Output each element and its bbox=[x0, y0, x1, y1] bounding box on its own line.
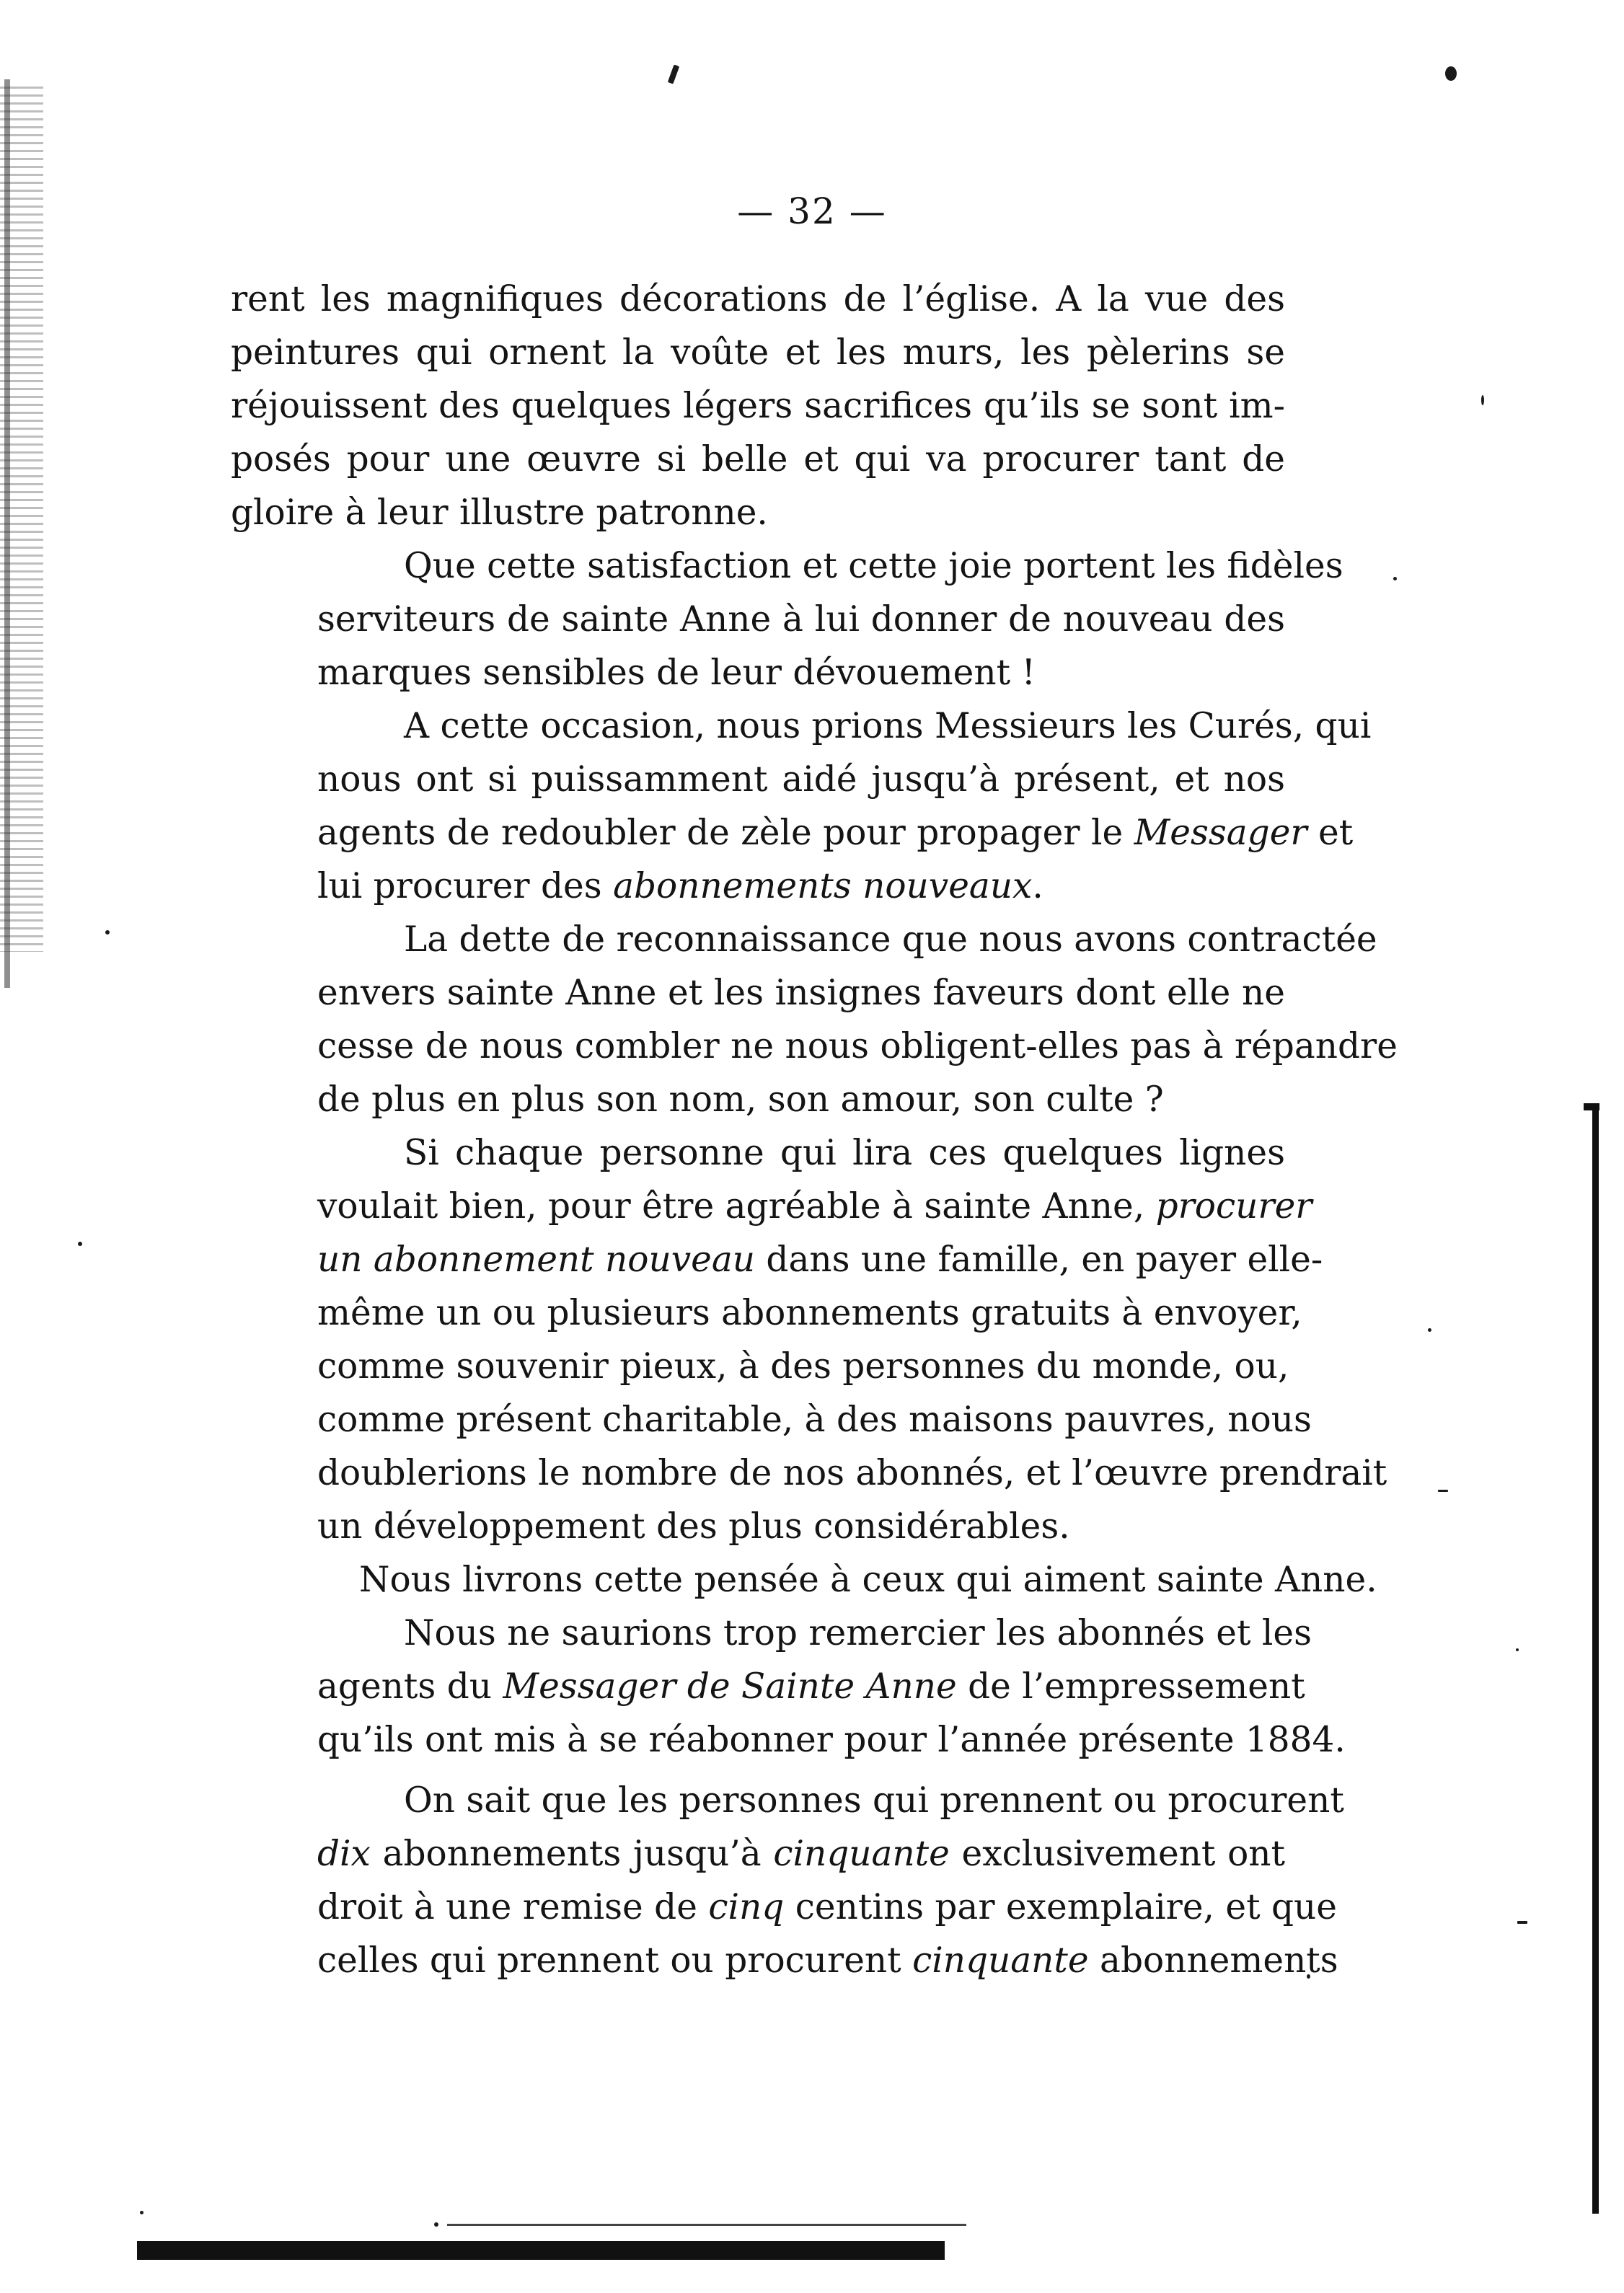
ink-mark bbox=[668, 64, 679, 84]
ink-dot bbox=[434, 2222, 438, 2227]
text-line: qu’ils ont mis à se réabonner pour l’année présente 1884. bbox=[317, 1720, 1346, 1760]
text-line: comme souvenir pieux, à des personnes du monde, ou, bbox=[317, 1346, 1289, 1387]
text-segment: centins par exemplaire, et que bbox=[784, 1887, 1337, 1927]
text-line: rent les magnifiques décorations de l’église. A la vue des bbox=[231, 279, 1285, 319]
text-line bbox=[231, 860, 1285, 913]
paragraph-1 bbox=[231, 273, 1285, 539]
scan-bottom-line bbox=[447, 2224, 966, 2226]
text-line: On sait que les personnes qui prennent ou procurent bbox=[404, 1780, 1344, 1821]
text-segment: celles qui prennent ou procurent bbox=[317, 1940, 913, 1981]
ink-mark bbox=[1481, 395, 1484, 405]
scan-edge-rule bbox=[1592, 1110, 1599, 2214]
text-segment: agents de redoubler de zèle pour propager le bbox=[317, 813, 1134, 853]
text-segment: exclusivement ont bbox=[949, 1834, 1286, 1874]
text-segment: voulait bien, pour être agréable à sainte Anne, bbox=[317, 1186, 1156, 1227]
paragraph-2 bbox=[231, 539, 1343, 699]
italic-abonnement-nouveau: un abonnement nouveau bbox=[317, 1240, 755, 1280]
text-line: envers sainte Anne et les insignes faveurs dont elle ne bbox=[317, 973, 1285, 1013]
italic-messager: Messager bbox=[1134, 813, 1307, 853]
text-line: A cette occasion, nous prions Messieurs les Curés, qui bbox=[404, 706, 1372, 746]
paragraph-8 bbox=[231, 1774, 1344, 1987]
text-line: Nous livrons cette pensée à ceux qui aiment sainte Anne. bbox=[359, 1560, 1377, 1600]
paragraph-4 bbox=[231, 913, 1398, 1126]
ink-dot bbox=[1445, 66, 1457, 81]
text-segment: et bbox=[1307, 813, 1354, 853]
text-line bbox=[231, 1660, 1305, 1713]
italic-cinquante: cinquante bbox=[773, 1834, 950, 1874]
text-line bbox=[231, 1934, 1338, 1987]
text-line: cesse de nous combler ne nous obligent-elles pas à répandre bbox=[317, 1026, 1398, 1066]
text-line: nous ont si puissamment aidé jusqu’à présent, et nos bbox=[317, 759, 1285, 800]
paragraph-3 bbox=[231, 699, 1372, 913]
body-text bbox=[231, 273, 1398, 1987]
text-line: posés pour une œuvre si belle et qui va procurer tant de bbox=[231, 439, 1285, 480]
ink-dot bbox=[1428, 1328, 1431, 1332]
italic-dix: dix bbox=[317, 1834, 371, 1874]
text-line: Que cette satisfaction et cette joie portent les fidèles bbox=[404, 546, 1343, 586]
scan-bottom-rule bbox=[137, 2241, 945, 2260]
italic-procurer: procurer bbox=[1155, 1186, 1312, 1227]
text-line bbox=[231, 806, 1354, 860]
italic-messager-title: Messager de Sainte Anne bbox=[503, 1666, 957, 1707]
text-segment: abonnements bbox=[1088, 1940, 1338, 1981]
ink-dot bbox=[105, 930, 110, 935]
paragraph-7 bbox=[231, 1607, 1346, 1767]
text-segment: agents du bbox=[317, 1666, 503, 1707]
text-line: de plus en plus son nom, son amour, son culte ? bbox=[317, 1079, 1164, 1120]
text-line bbox=[231, 1881, 1337, 1934]
text-segment: . bbox=[1032, 866, 1043, 906]
text-line: serviteurs de sainte Anne à lui donner de nouveau des bbox=[317, 599, 1285, 640]
text-line bbox=[231, 1827, 1285, 1881]
ink-mark bbox=[1438, 1490, 1448, 1492]
italic-abonnements-nouveaux: abonnements nouveaux bbox=[613, 866, 1033, 906]
text-line: réjouissent des quelques légers sacrifices qu’ils se sont im- bbox=[231, 386, 1285, 426]
italic-cinq: cinq bbox=[708, 1887, 785, 1927]
paragraph-6 bbox=[231, 1553, 1377, 1607]
page-number: — 32 — bbox=[737, 190, 887, 232]
text-segment: abonnements jusqu’à bbox=[370, 1834, 774, 1874]
ink-dot bbox=[1393, 577, 1397, 580]
paragraph-5 bbox=[231, 1126, 1387, 1553]
ink-mark bbox=[1517, 1921, 1527, 1924]
text-segment: dans une famille, en payer elle- bbox=[754, 1240, 1323, 1280]
text-segment: lui procurer des bbox=[317, 866, 614, 906]
text-line bbox=[231, 1180, 1312, 1233]
text-line: même un ou plusieurs abonnements gratuits à envoyer, bbox=[317, 1293, 1302, 1333]
text-line: un développement des plus considérables. bbox=[317, 1506, 1070, 1547]
ink-dot bbox=[1516, 1648, 1519, 1651]
text-segment: de l’empressement bbox=[956, 1666, 1305, 1707]
text-line: gloire à leur illustre patronne. bbox=[231, 492, 768, 533]
text-line: La dette de reconnaissance que nous avons contractée bbox=[404, 919, 1377, 960]
scan-edge-artifact bbox=[1584, 1103, 1599, 1110]
text-line bbox=[231, 1233, 1323, 1286]
text-line: peintures qui ornent la voûte et les murs, les pèlerins se bbox=[231, 332, 1285, 373]
text-line: Si chaque personne qui lira ces quelques lignes bbox=[404, 1133, 1285, 1173]
text-line: Nous ne saurions trop remercier les abonnés et les bbox=[404, 1613, 1312, 1653]
text-line: comme présent charitable, à des maisons pauvres, nous bbox=[317, 1400, 1312, 1440]
ink-dot bbox=[78, 1242, 82, 1246]
text-line: marques sensibles de leur dévouement ! bbox=[317, 653, 1036, 693]
text-line: doublerions le nombre de nos abonnés, et l’œuvre prendrait bbox=[317, 1453, 1387, 1493]
italic-cinquante-2: cinquante bbox=[912, 1940, 1089, 1981]
text-segment: droit à une remise de bbox=[317, 1887, 709, 1927]
ink-dot bbox=[140, 2211, 144, 2214]
